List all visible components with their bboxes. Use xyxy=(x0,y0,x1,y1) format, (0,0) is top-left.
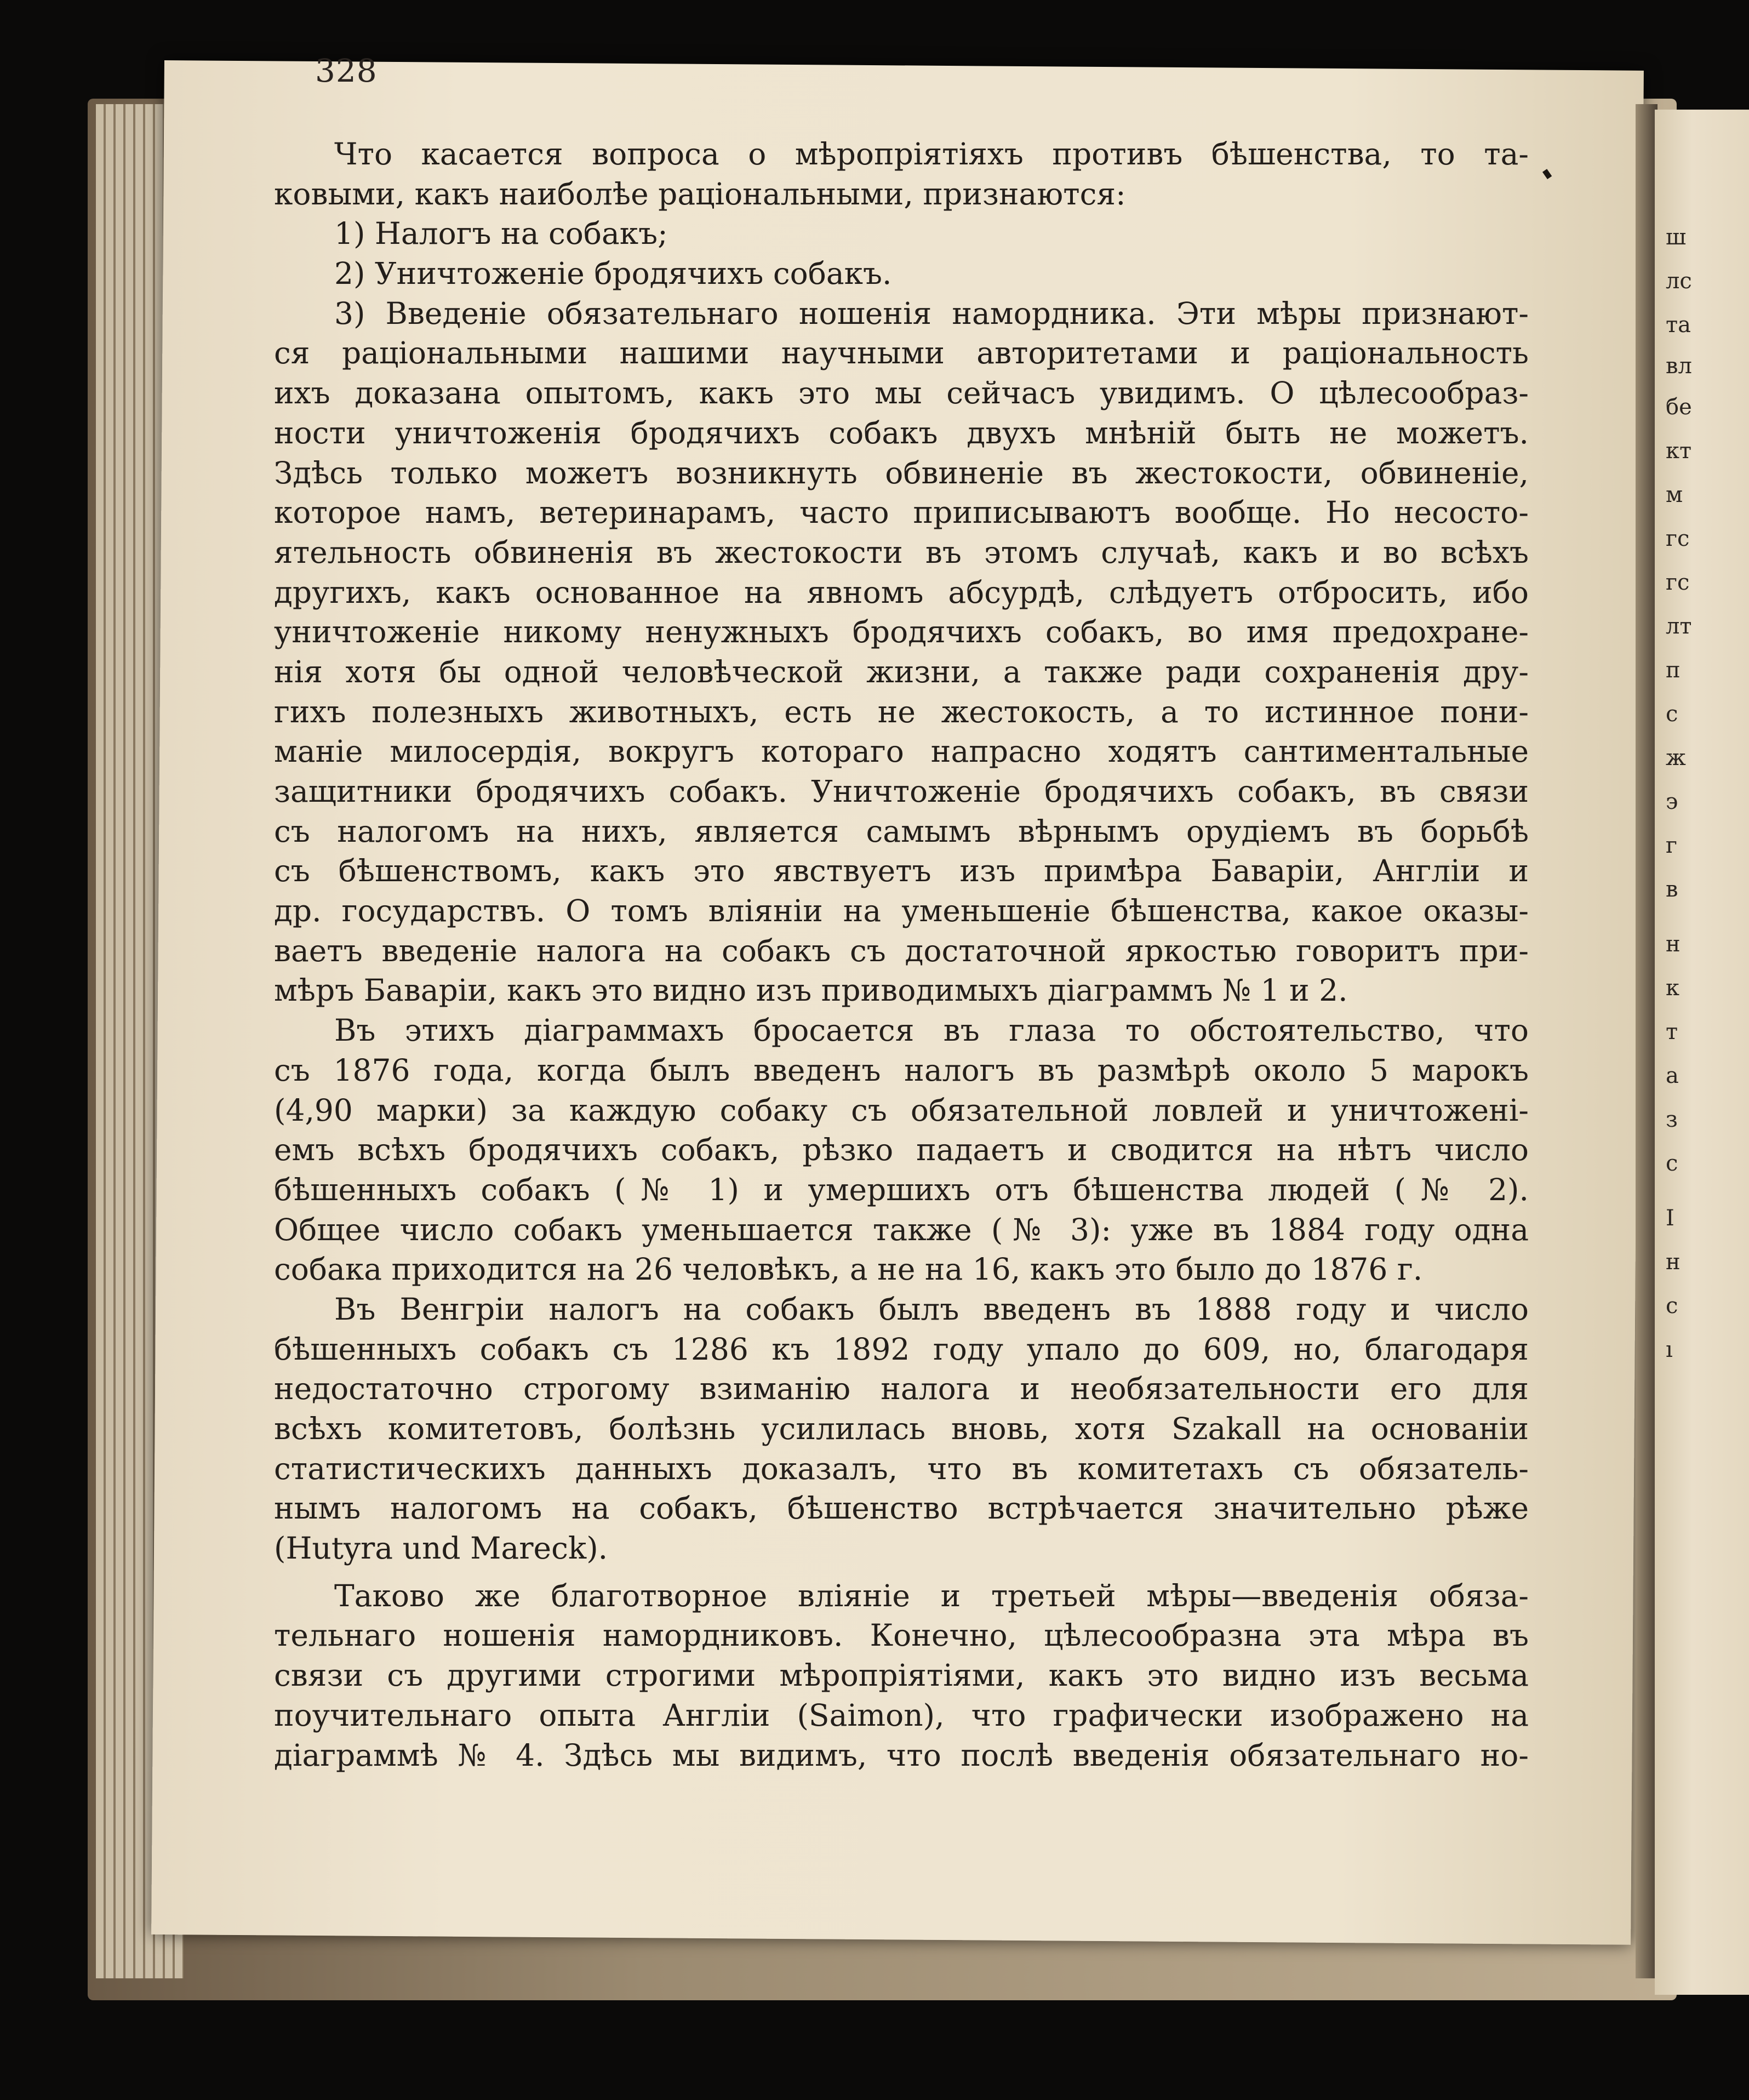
text-line: бѣшенныхъ собакъ (№ 1) и умершихъ отъ бѣшенства людей (№ 2). xyxy=(274,1172,1529,1207)
text-line: (4,90 марки) за каждую собаку съ обязательной ловлей и уничтоженi- xyxy=(274,1092,1529,1128)
text-line: ковыми, какъ наиболѣе раціональными, признаются: xyxy=(274,176,1126,212)
facing-page-fragment: с xyxy=(1666,1151,1678,1176)
text-line: (Hutyra und Mareck). xyxy=(274,1531,608,1566)
text-line: др. государствъ. О томъ вліяніи на уменьшеніе бѣшенства, какое оказы- xyxy=(274,893,1529,929)
facing-page-fragment: г xyxy=(1666,833,1677,858)
text-line: нымъ налогомъ на собакъ, бѣшенство встрѣчается значительно рѣже xyxy=(274,1491,1529,1526)
text-line: маніе милосердія, вокругъ котораго напрасно ходятъ сантиментальные xyxy=(274,734,1529,769)
text-line: ваетъ введеніе налога на собакъ съ достаточной яркостью говоритъ при- xyxy=(274,933,1529,968)
facing-page-fragment: с xyxy=(1666,701,1678,727)
book-gutter xyxy=(1636,104,1657,1978)
facing-page-fragment: гс xyxy=(1666,526,1690,551)
body-text xyxy=(274,134,1529,1775)
paragraph-gap xyxy=(274,1568,1529,1576)
facing-page-fragment: т xyxy=(1666,1019,1678,1045)
text-line: связи съ другими строгими мѣропріятіями, какъ это видно изъ весьма xyxy=(274,1658,1529,1693)
text-line: бѣшенныхъ собакъ съ 1286 къ 1892 году упало до 609, но, благодаря xyxy=(274,1331,1529,1367)
facing-page-fragment: к xyxy=(1666,975,1679,1001)
facing-page-fragment: з xyxy=(1666,1107,1678,1132)
page-number: 328 xyxy=(315,52,378,89)
facing-page-fragment: с xyxy=(1666,1293,1678,1319)
facing-page-fragment: ı xyxy=(1666,1337,1673,1362)
text-line: поучительнаго опыта Англіи (Saimon), что графически изображено на xyxy=(274,1697,1529,1733)
text-line: ся раціональными нашими научными авторитетами и раціональность xyxy=(274,335,1529,371)
text-line: Общее число собакъ уменьшается также (№ 3): уже въ 1884 году одна xyxy=(274,1212,1529,1247)
facing-page-fragment: гс xyxy=(1666,570,1690,595)
facing-page-fragment: кт xyxy=(1666,438,1692,464)
facing-page-fragment: І xyxy=(1666,1206,1674,1231)
text-line: которое намъ, ветеринарамъ, часто приписываютъ вообще. Но несосто- xyxy=(274,495,1529,530)
facing-page-fragment: в xyxy=(1666,877,1678,902)
text-line: Таково же благотворное вліяніе и третьей мѣры—введенія обяза- xyxy=(334,1578,1529,1613)
facing-page-fragment: ш xyxy=(1666,225,1687,250)
text-line: мѣръ Баваріи, какъ это видно изъ приводимыхъ діаграммъ № 1 и 2. xyxy=(274,973,1348,1008)
text-line: другихъ, какъ основанное на явномъ абсурдѣ, слѣдуетъ отбросить, ибо xyxy=(274,574,1529,610)
ink-speck xyxy=(1542,169,1552,179)
facing-page-fragment: лт xyxy=(1666,614,1692,639)
text-line: Въ Венгріи налогъ на собакъ былъ введенъ въ 1888 году и число xyxy=(334,1291,1529,1327)
text-line: 1) Налогъ на собакъ; xyxy=(334,216,668,252)
text-line: нія хотя бы одной человѣческой жизни, а также ради сохраненія дру- xyxy=(274,654,1529,689)
text-line: всѣхъ комитетовъ, болѣзнь усилилась вновь, хотя Szakall на основаніи xyxy=(274,1411,1529,1446)
facing-page-fragment: н xyxy=(1666,932,1681,957)
text-line: діаграммѣ № 4. Здѣсь мы видимъ, что послѣ введенія обязательнаго но- xyxy=(274,1737,1529,1773)
text-line: статистическихъ данныхъ доказалъ, что въ комитетахъ съ обязатель- xyxy=(274,1451,1529,1486)
facing-page-fragment: бе xyxy=(1666,395,1692,420)
text-line: емъ всѣхъ бродячихъ собакъ, рѣзко падаетъ и сводится на нѣтъ число xyxy=(274,1132,1529,1168)
text-line: ности уничтоженія бродячихъ собакъ двухъ мнѣній быть не можетъ. xyxy=(274,415,1529,450)
text-line: 2) Уничтоженіе бродячихъ собакъ. xyxy=(334,256,892,292)
facing-page-fragment: э xyxy=(1666,789,1678,814)
text-line: тельнаго ношенія намордниковъ. Конечно, цѣлесообразна эта мѣра въ xyxy=(274,1618,1529,1653)
facing-page-fragment: вл xyxy=(1666,353,1692,379)
facing-page-edge xyxy=(1655,110,1749,1995)
facing-page-fragment: та xyxy=(1666,312,1691,338)
text-line: съ налогомъ на нихъ, является самымъ вѣрнымъ орудіемъ въ борьбѣ xyxy=(274,813,1529,849)
text-line: 3) Введеніе обязательнаго ношенія намордника. Эти мѣры признают- xyxy=(334,295,1529,331)
facing-page-fragment: а xyxy=(1666,1063,1679,1088)
text-line: уничтоженіе никому ненужныхъ бродячихъ собакъ, во имя предохране- xyxy=(274,614,1529,650)
text-line: Что касается вопроса о мѣропріятіяхъ противъ бѣшенства, то та- xyxy=(334,136,1529,172)
facing-page-fragment: н xyxy=(1666,1249,1681,1275)
text-line: съ бѣшенствомъ, какъ это явствуетъ изъ примѣра Баваріи, Англіи и xyxy=(274,853,1529,889)
text-line: защитники бродячихъ собакъ. Уничтоженіе бродячихъ собакъ, въ связи xyxy=(274,774,1529,809)
text-line: гихъ полезныхъ животныхъ, есть не жестокость, а то истинное пони- xyxy=(274,694,1529,729)
text-line: съ 1876 года, когда былъ введенъ налогъ въ размѣрѣ около 5 марокъ xyxy=(274,1052,1529,1088)
text-line: Здѣсь только можетъ возникнуть обвиненіе въ жестокости, обвиненіе, xyxy=(274,455,1529,490)
text-line: ятельность обвиненія въ жестокости въ этомъ случаѣ, какъ и во всѣхъ xyxy=(274,534,1529,570)
text-line: Въ этихъ діаграммахъ бросается въ глаза то обстоятельство, что xyxy=(334,1013,1529,1048)
facing-page-fragment: м xyxy=(1666,482,1683,507)
text-line: недостаточно строгому взиманію налога и необязательности его для xyxy=(274,1371,1529,1407)
text-line: ихъ доказана опытомъ, какъ это мы сейчасъ увидимъ. О цѣлесообраз- xyxy=(274,375,1529,411)
facing-page-fragment: ж xyxy=(1666,745,1686,771)
text-line: собака приходится на 26 человѣкъ, а не на 16, какъ это было до 1876 г. xyxy=(274,1252,1423,1287)
facing-page-fragment: п xyxy=(1666,658,1681,683)
facing-page-fragment: лс xyxy=(1666,269,1692,294)
